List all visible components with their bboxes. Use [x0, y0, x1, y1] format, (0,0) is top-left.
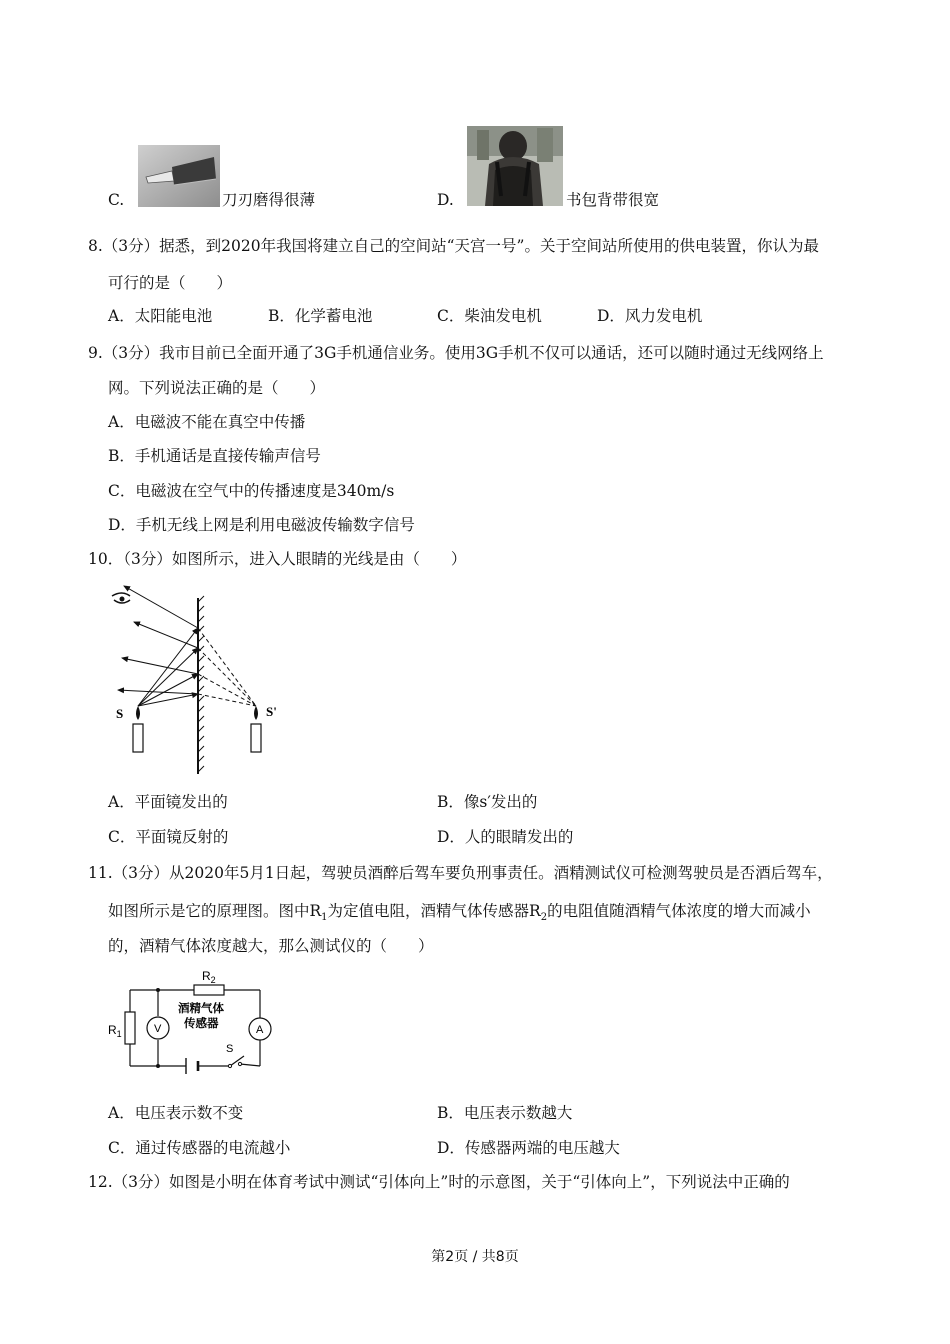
switch-label: S: [226, 1043, 234, 1055]
q11-line2-c: 的电阻值随酒精气体浓度的增大而减小: [547, 902, 811, 920]
q10-option-a: A．平面镜发出的: [108, 793, 228, 811]
q8-stem-line1: 8.（3分）据悉，到2020年我国将建立自己的空间站“天宫一号”。关于空间站所使用的供电装置，你认为最: [88, 237, 819, 255]
label-sensor-line2: 传感器: [184, 1016, 219, 1030]
q9-option-d: D．手机无线上网是利用电磁波传输数字信号: [108, 516, 415, 534]
eye-icon: [112, 593, 130, 603]
q8-option-b: B．化学蓄电池: [268, 307, 373, 325]
q8-option-d: D．风力发电机: [597, 307, 703, 325]
q11-line2-b: 为定值电阻，酒精气体传感器R: [327, 902, 541, 920]
label-sensor-line1: 酒精气体: [178, 1001, 224, 1015]
q9-stem-line1: 9.（3分）我市目前已全面开通了3G手机通信业务。使用3G手机不仅可以通话，还可以随时通过无线网络上: [88, 344, 824, 362]
label-s-prime: S': [266, 704, 277, 719]
q7-option-c-text: 刀刃磨得很薄: [222, 191, 316, 209]
q8-stem-line2: 可行的是（ ）: [108, 274, 233, 292]
q9-stem-line2: 网。下列说法正确的是（ ）: [108, 379, 326, 397]
svg-text:R1: [108, 1023, 122, 1039]
q11-option-c: C．通过传感器的电流越小: [108, 1139, 291, 1157]
q9-option-a: A．电磁波不能在真空中传播: [108, 413, 306, 431]
q8-option-a: A．太阳能电池: [108, 307, 213, 325]
alcohol-tester-circuit-diagram: [104, 966, 280, 1074]
q11-line2-a: 如图所示是它的原理图。图中R: [108, 902, 322, 920]
backpack-photo: [467, 126, 563, 206]
q11-option-a: A．电压表示数不变: [108, 1104, 244, 1122]
q10-option-c: C．平面镜反射的: [108, 828, 229, 846]
label-r2-sub: 2: [210, 975, 216, 985]
mirror-reflection-diagram: [100, 582, 300, 778]
label-r1-sub: 1: [116, 1029, 122, 1039]
q11-stem-line3: 的，酒精气体浓度越大，那么测试仪的（ ）: [108, 937, 434, 955]
page-number-footer: 第2页 / 共8页: [431, 1249, 519, 1265]
q11-stem-line2: [108, 901, 811, 928]
ammeter-label: A: [256, 1024, 264, 1036]
q9-option-b: B．手机通话是直接传输声信号: [108, 447, 321, 465]
q11-option-d: D．传感器两端的电压越大: [437, 1139, 620, 1157]
q12-stem-line1: 12.（3分）如图是小明在体育考试中测试“引体向上”时的示意图，关于“引体向上”，下列说法中正确的: [88, 1173, 790, 1191]
label-r2: R: [202, 969, 211, 983]
q7-option-d-text: 书包背带很宽: [566, 191, 660, 209]
q8-option-c: C．柴油发电机: [437, 307, 542, 325]
q7-option-d-label: D.: [437, 191, 454, 209]
voltmeter-label: V: [154, 1023, 162, 1035]
candle-s-prime-icon: [251, 706, 261, 752]
label-r1: R: [108, 1023, 117, 1037]
q10-option-d: D．人的眼睛发出的: [437, 828, 574, 846]
label-s: S: [116, 706, 124, 721]
q10-option-b: B．像s′发出的: [437, 793, 538, 811]
q11-option-b: B．电压表示数越大: [437, 1104, 573, 1122]
q9-option-c: C．电磁波在空气中的传播速度是340m/s: [108, 482, 395, 500]
svg-text:R2: [202, 969, 216, 985]
candle-s-icon: [133, 706, 143, 752]
q11-line2-sub1: 1: [321, 912, 328, 924]
q10-stem: 10．（3分）如图所示，进入人眼睛的光线是由（ ）: [88, 550, 467, 568]
q11-stem-line1: 11.（3分）从2020年5月1日起，驾驶员酒醉后驾车要负刑事责任。酒精测试仪可检测驾驶员是否酒后驾车，: [88, 864, 833, 882]
knife-photo: [138, 145, 220, 207]
q7-option-c-label: C.: [108, 191, 125, 209]
q11-line2-sub2: 2: [540, 912, 548, 924]
